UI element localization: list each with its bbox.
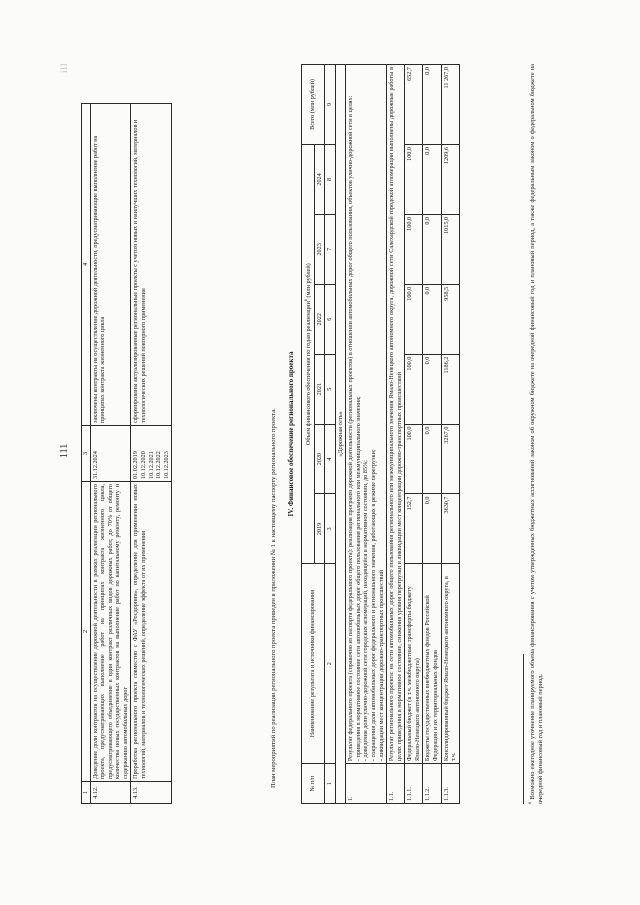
column-number: 8 bbox=[325, 144, 336, 214]
financing-table bbox=[301, 64, 460, 804]
column-number: 9 bbox=[325, 65, 336, 145]
value-cell: 100,0 bbox=[405, 354, 423, 424]
federal-result-bullet: - ликвидации мест концентрации дорожно-транспортных происшествий bbox=[377, 569, 385, 762]
federal-result-intro: Результат федерального проекта (справочно из паспорта федерального проекта): реализация программ дорожной деятельности (региональных проектов) в отношении автомобильных дорог общего пользования, объектов улично-дорожной сети в целях: bbox=[347, 95, 355, 762]
column-number: 7 bbox=[325, 214, 336, 284]
year-header: 2024 bbox=[314, 144, 325, 214]
federal-result-bullet: - доведения доли улично-дорожной сети городских агломераций, находящейся в нормативном состоянии, до 85%; bbox=[362, 460, 370, 762]
table-row bbox=[346, 65, 387, 804]
federal-result-bullet: - сокращения доли автомобильных дорог федерального и регионального значения, работающих в режиме перегрузки; bbox=[370, 449, 377, 762]
year-header: 2020 bbox=[314, 424, 325, 494]
project-name-row bbox=[335, 65, 346, 804]
table-row bbox=[131, 104, 172, 804]
header-total: Всего (млн рублей) bbox=[302, 65, 325, 145]
footnote bbox=[527, 64, 545, 804]
activity-name: Доведение доли контрактов на осуществление дорожной деятельности в рамках реализации регионального проекта, предусматривающих выполнение работ на принципах контракта жизненного цикла, предусматривающего объединение в один контракт различных видов дорожных работ, до 70% от общего количества новых государственных контрактов на выполнение работ по капитальному ремонту, ремонту и содержанию автомобильных дорог bbox=[90, 482, 131, 782]
total-cell: 652,7 bbox=[405, 65, 423, 145]
activity-date: 10.12.2021 bbox=[147, 451, 155, 479]
table-row bbox=[90, 104, 131, 804]
header-num: № п/п bbox=[302, 764, 325, 804]
table-row bbox=[423, 65, 441, 804]
total-cell: 11 267,0 bbox=[441, 65, 459, 145]
row-number: 4.13. bbox=[131, 782, 172, 804]
page-number: 111 bbox=[59, 443, 70, 458]
footnote-ref: 6 bbox=[303, 298, 308, 302]
source-name: Федеральный бюджет (в т.ч. межбюджетные трансферты бюджету Ямало-Ненецкого автономного округа) bbox=[405, 564, 423, 764]
footnote-divider bbox=[523, 654, 524, 804]
plan-note: План мероприятий по реализации регионального проекта приведен в приложении № 1 к настоящему паспорту регионального проекта. bbox=[270, 408, 277, 788]
activity-name: Проработка регионального проекта совместно с ФАУ «Росдорнии», определение для применения новых технологий, материалов и технологических решений, определение эффекта от их применения bbox=[131, 482, 172, 782]
value-cell: 0,0 bbox=[423, 354, 441, 424]
column-number: 5 bbox=[325, 354, 336, 424]
source-name: Консолидированный бюджет Ямало-Ненецкого автономного округа, в т.ч. bbox=[441, 564, 459, 764]
table-row bbox=[441, 65, 459, 804]
footnote-text: Возможно ежегодное уточнение планируемого объема финансирования с учетом утвержденных бюджетных ассигнований законом об окружном бюджете на очередной финансовый год и плановый период, а также федеральным законом о федеральном бюджете на очередной финансовый год и плановый период. bbox=[529, 64, 544, 804]
value-cell: 1209,6 bbox=[441, 144, 459, 214]
regional-result-text: Результат регионального проекта: на сети автомобильных дорог общего пользования регионального или межмуниципального значения Ямало-Ненецкого автономного округа, дорожной сети Салехардской городской агломерации выполнены дорожные работы в целях приведения в нормативное состояние, снижения уровня перегрузки и ликвидации мест концентрации дорожно-транспортных происшествий bbox=[387, 65, 405, 764]
activities-header-row bbox=[82, 104, 91, 804]
activity-result: заключены контракты на осуществление дорожной деятельности, предусматривающие выполнение работ на принципах контракта жизненного цикла bbox=[90, 104, 131, 426]
header-cell: 4 bbox=[82, 104, 91, 426]
value-cell: 3630,7 bbox=[441, 494, 459, 564]
row-number: 1.1.2. bbox=[423, 764, 441, 804]
value-cell: 958,5 bbox=[441, 284, 459, 354]
project-name: «Дорожная сеть» bbox=[335, 65, 346, 804]
year-header: 2021 bbox=[314, 354, 325, 424]
year-header: 2022 bbox=[314, 284, 325, 354]
footnote-marker: 6 bbox=[527, 801, 532, 804]
federal-result-bullet: - приведения в нормативное состояние сети автомобильных дорог общего пользования регионального или межмуниципального значения; bbox=[354, 396, 362, 762]
activity-dates bbox=[131, 426, 172, 482]
value-cell: 3267,0 bbox=[441, 424, 459, 494]
column-numbers-row bbox=[325, 65, 336, 804]
row-number: 1.1. bbox=[387, 764, 405, 804]
value-cell: 0,0 bbox=[423, 284, 441, 354]
column-number: 4 bbox=[325, 424, 336, 494]
header-name: Наименование результата и источники финансирования bbox=[302, 564, 325, 764]
total-cell: 0,0 bbox=[423, 65, 441, 145]
table-row bbox=[387, 65, 405, 804]
value-cell: 0,0 bbox=[423, 424, 441, 494]
column-number: 6 bbox=[325, 284, 336, 354]
value-cell: 100,0 bbox=[405, 424, 423, 494]
header-volume bbox=[302, 144, 315, 563]
activity-date: 31.12.2024 bbox=[90, 426, 131, 482]
row-number: 1.1.3. bbox=[441, 764, 459, 804]
financing-header-row bbox=[302, 65, 315, 804]
header-volume-unit: (млн рублей) bbox=[305, 263, 313, 299]
year-header: 2023 bbox=[314, 214, 325, 284]
table-row bbox=[405, 65, 423, 804]
value-cell: 152,7 bbox=[405, 494, 423, 564]
row-number: 1.1.1. bbox=[405, 764, 423, 804]
activity-date: 10.12.2022 bbox=[155, 451, 163, 479]
value-cell: 100,0 bbox=[405, 144, 423, 214]
column-number: 3 bbox=[325, 494, 336, 564]
activity-result: сформированы актуализированные региональные проекты с учетом новых и наилучших технологий, материалов и технологических решений повторного применения bbox=[131, 104, 172, 426]
row-number: 1. bbox=[346, 764, 387, 804]
value-cell: 0,0 bbox=[423, 214, 441, 284]
value-cell: 0,0 bbox=[423, 494, 441, 564]
header-volume-text: Объем финансового обеспечения по годам реализации bbox=[305, 301, 313, 446]
row-number: 4.12. bbox=[90, 782, 131, 804]
value-cell: 1015,0 bbox=[441, 214, 459, 284]
value-cell: 100,0 bbox=[405, 214, 423, 284]
header-cell: 2 bbox=[82, 482, 91, 782]
header-cell: 3 bbox=[82, 426, 91, 482]
value-cell: 0,0 bbox=[423, 144, 441, 214]
source-name: Бюджеты государственных внебюджетных фондов Российской Федерации и их территориальных фондов bbox=[423, 564, 441, 764]
activity-date: 10.12.2020 bbox=[139, 451, 147, 479]
header-cell: 1 bbox=[82, 782, 91, 804]
section-title: IV. Финансовое обеспечение регионального проекта bbox=[287, 351, 295, 517]
activity-date: 10.12.2023 bbox=[162, 451, 170, 479]
federal-result-text bbox=[346, 65, 387, 764]
rotated-page bbox=[25, 8, 615, 868]
value-cell: 100,0 bbox=[405, 284, 423, 354]
activity-date: 01.02.2019 bbox=[132, 451, 140, 479]
value-cell: 1186,2 bbox=[441, 354, 459, 424]
column-number: 2 bbox=[325, 564, 336, 764]
year-header: 2019 bbox=[314, 494, 325, 564]
column-number: 1 bbox=[325, 764, 336, 804]
activities-table bbox=[81, 103, 172, 804]
faint-page-mark: ill bbox=[59, 62, 69, 73]
